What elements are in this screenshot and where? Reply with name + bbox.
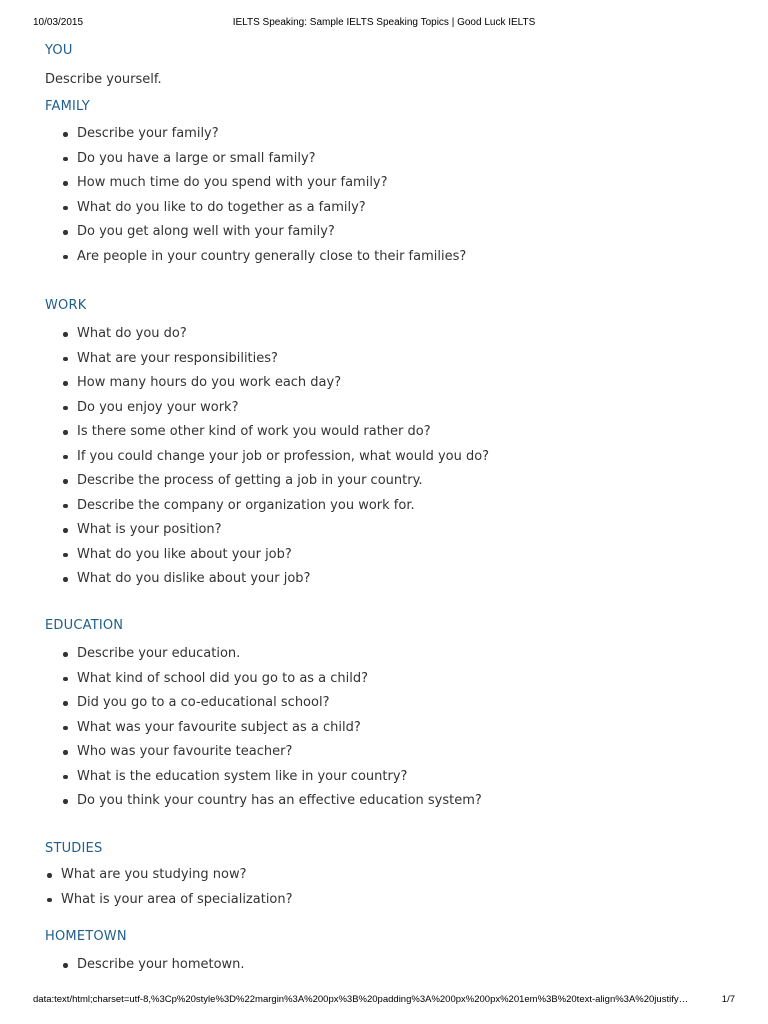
source-url: data:text/html;charset=utf-8,%3Cp%20style%3D%22margin%3A%200px%3B%20padding%3A%200px%200px%201em%3B%20text-align%3A%20justify…	[33, 994, 689, 1005]
list-item: What do you dislike about your job?	[0, 567, 489, 592]
list-item: What is your position?	[0, 518, 489, 543]
page-title: IELTS Speaking: Sample IELTS Speaking Topics | Good Luck IELTS	[232, 17, 536, 28]
section-heading-hometown: HOMETOWN	[45, 929, 127, 944]
list-item: Is there some other kind of work you would rather do?	[0, 420, 489, 445]
list-item: Are people in your country generally close to their families?	[0, 245, 466, 270]
list-item: What do you like about your job?	[0, 543, 489, 568]
list-item: What was your favourite subject as a child?	[0, 716, 482, 741]
list-item: What do you like to do together as a family?	[0, 196, 466, 221]
family-question-list	[0, 122, 466, 269]
section-text-you: Describe yourself.	[45, 72, 162, 87]
list-item: Describe the process of getting a job in your country.	[0, 469, 489, 494]
list-item: Do you enjoy your work?	[0, 396, 489, 421]
list-item: How much time do you spend with your family?	[0, 171, 466, 196]
list-item: What kind of school did you go to as a child?	[0, 667, 482, 692]
section-heading-work: WORK	[45, 298, 87, 313]
list-item: Do you think your country has an effective education system?	[0, 789, 482, 814]
section-heading-you: YOU	[45, 43, 73, 58]
list-item: Describe your family?	[0, 122, 466, 147]
section-heading-family: FAMILY	[45, 99, 90, 114]
section-heading-education: EDUCATION	[45, 618, 124, 633]
list-item: Who was your favourite teacher?	[0, 740, 482, 765]
list-item: What is your area of specialization?	[0, 888, 293, 913]
list-item: Describe the company or organization you work for.	[0, 494, 489, 519]
work-question-list	[0, 322, 489, 592]
list-item: What is the education system like in your country?	[0, 765, 482, 790]
list-item: What do you do?	[0, 322, 489, 347]
print-date: 10/03/2015	[33, 17, 84, 28]
list-item: Describe your hometown.	[0, 953, 245, 978]
list-item: What are your responsibilities?	[0, 347, 489, 372]
list-item: Do you have a large or small family?	[0, 147, 466, 172]
print-footer	[0, 994, 768, 1008]
page-number: 1/7	[721, 994, 735, 1005]
list-item: If you could change your job or profession, what would you do?	[0, 445, 489, 470]
list-item: Do you get along well with your family?	[0, 220, 466, 245]
section-heading-studies: STUDIES	[45, 841, 103, 856]
hometown-question-list	[0, 953, 245, 978]
studies-question-list	[0, 863, 293, 912]
education-question-list	[0, 642, 482, 814]
list-item: How many hours do you work each day?	[0, 371, 489, 396]
list-item: Did you go to a co-educational school?	[0, 691, 482, 716]
list-item: What are you studying now?	[0, 863, 293, 888]
list-item: Describe your education.	[0, 642, 482, 667]
